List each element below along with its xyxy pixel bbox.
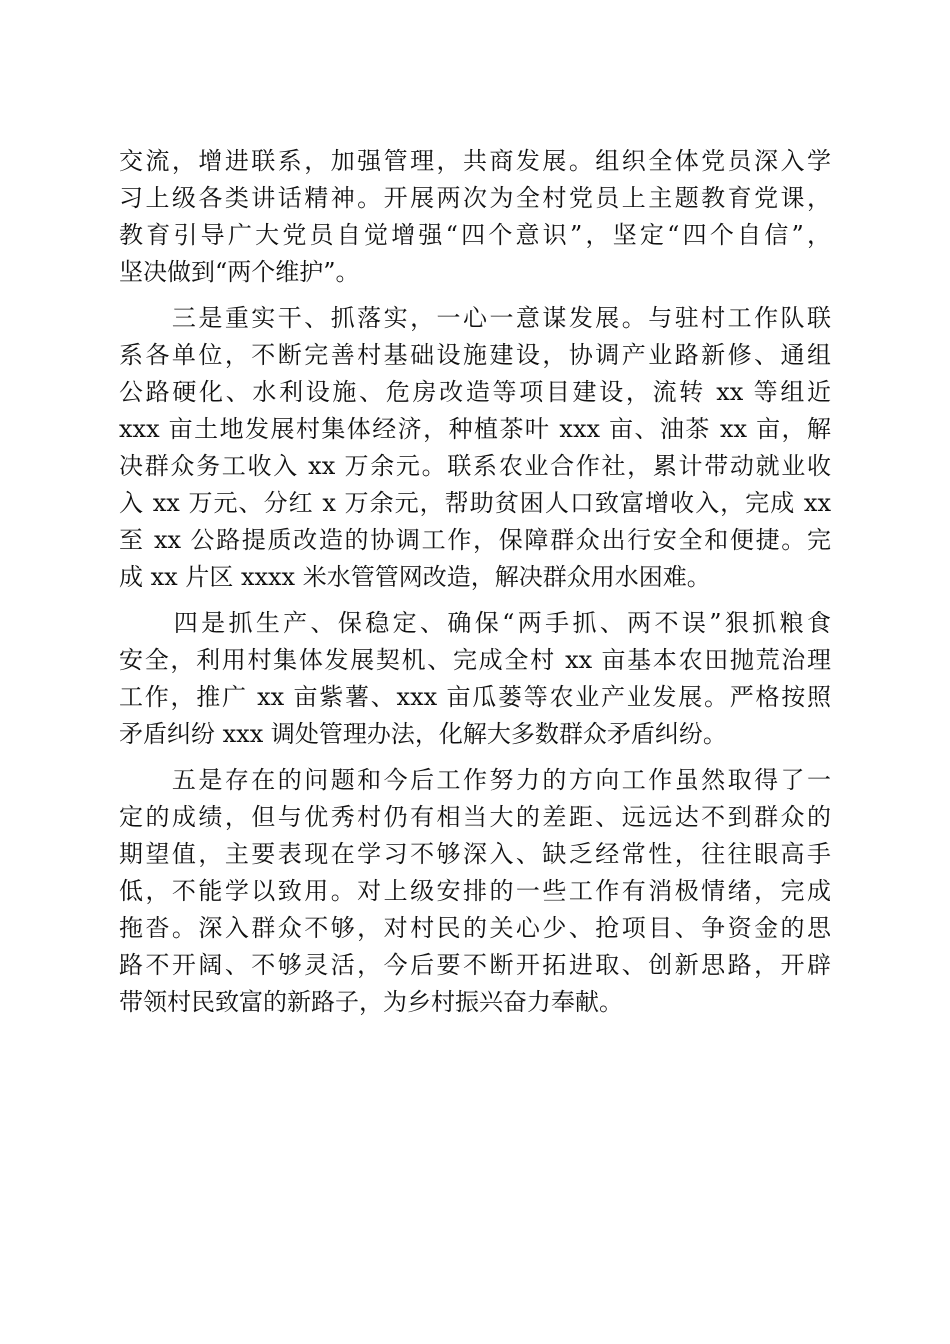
text-line: 坚决做到“两个维护”。 <box>119 258 360 286</box>
text-line: xxx 亩土地发展村集体经济，种植茶叶 xxx 亩、油茶 xx 亩，解 <box>119 415 831 443</box>
text-line: 习上级各类讲话精神。开展两次为全村党员上主题教育党课， <box>119 184 831 212</box>
paragraph-production-stability <box>119 605 831 753</box>
text-line: 拖沓。深入群众不够，对村民的关心少、抢项目、争资金的思 <box>119 914 831 942</box>
text-line: 四是抓生产、保稳定、确保“两手抓、两不误”狠抓粮食 <box>119 609 831 637</box>
text-line: 三是重实干、抓落实，一心一意谋发展。与驻村工作队联 <box>119 304 831 332</box>
text-line: 交流，增进联系，加强管理，共商发展。组织全体党员深入学 <box>119 147 831 175</box>
text-line: 安全，利用村集体发展契机、完成全村 xx 亩基本农田抛荒治理 <box>119 646 831 674</box>
text-line: 低，不能学以致用。对上级安排的一些工作有消极情绪，完成 <box>119 877 831 905</box>
text-line: 成 xx 片区 xxxx 米水管管网改造，解决群众用水困难。 <box>119 563 711 591</box>
paragraph-development <box>119 300 831 596</box>
paragraph-party-education <box>119 143 831 291</box>
text-line: 带领村民致富的新路子，为乡村振兴奋力奉献。 <box>119 988 623 1016</box>
text-line: 公路硬化、水利设施、危房改造等项目建设，流转 xx 等组近 <box>119 378 831 406</box>
text-line: 系各单位，不断完善村基础设施建设，协调产业路新修、通组 <box>119 341 831 369</box>
text-line: 定的成绩，但与优秀村仍有相当大的差距、远远达不到群众的 <box>119 803 831 831</box>
text-line: 五是存在的问题和今后工作努力的方向工作虽然取得了一 <box>119 766 831 794</box>
paragraph-problems-direction <box>119 762 831 1021</box>
text-line: 至 xx 公路提质改造的协调工作，保障群众出行安全和便捷。完 <box>119 526 831 554</box>
text-line: 矛盾纠纷 xxx 调处管理办法，化解大多数群众矛盾纠纷。 <box>119 720 727 748</box>
text-line: 工作，推广 xx 亩紫薯、xxx 亩瓜蒌等农业产业发展。严格按照 <box>119 683 831 711</box>
text-line: 教育引导广大党员自觉增强“四个意识”，坚定“四个自信”， <box>119 221 831 249</box>
text-line: 期望值，主要表现在学习不够深入、缺乏经常性，往往眼高手 <box>119 840 831 868</box>
document-body <box>119 143 831 1021</box>
text-line: 路不开阔、不够灵活，今后要不断开拓进取、创新思路，开辟 <box>119 951 831 979</box>
text-line: 决群众务工收入 xx 万余元。联系农业合作社，累计带动就业收 <box>119 452 831 480</box>
text-line: 入 xx 万元、分红 x 万余元，帮助贫困人口致富增收入，完成 xx <box>119 489 831 517</box>
